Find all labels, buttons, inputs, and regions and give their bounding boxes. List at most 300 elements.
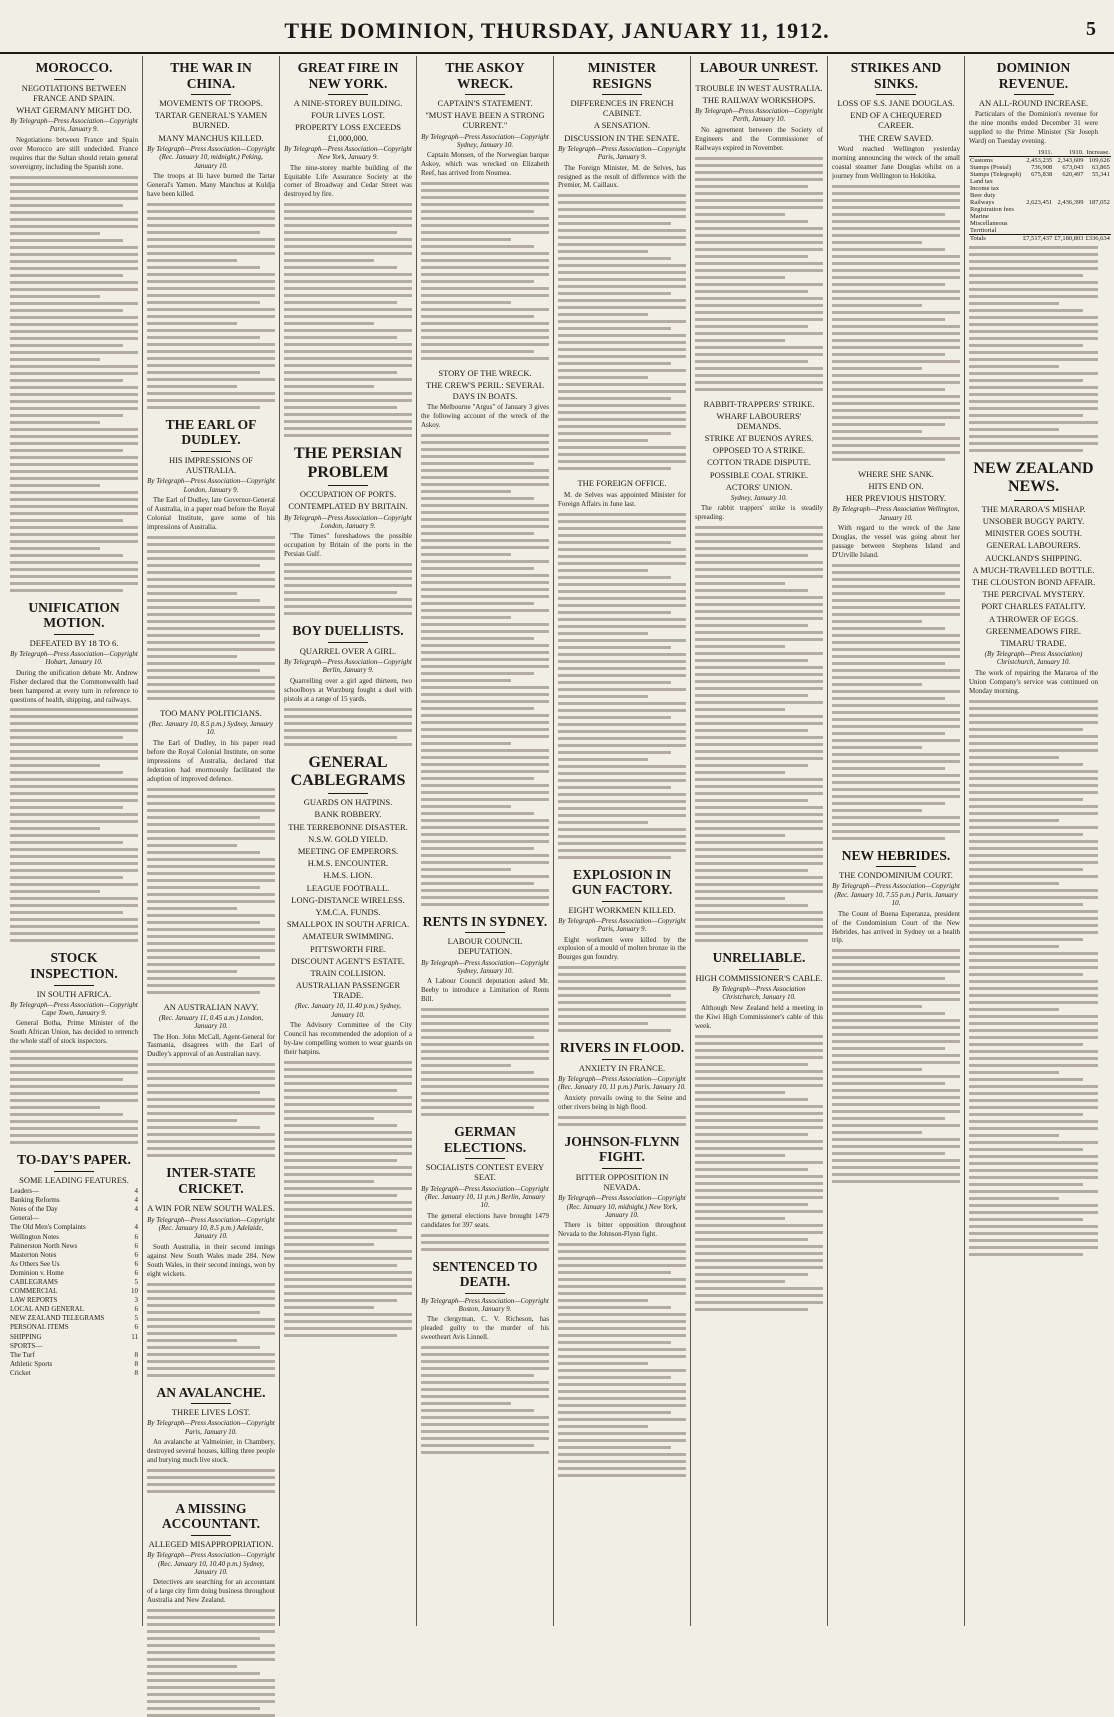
- text-line: [695, 708, 785, 711]
- text-line: [284, 1201, 412, 1204]
- toc-row: [10, 1223, 138, 1232]
- article-body: The Earl of Dudley, late Governor-General of Australia, in a paper read before the Royal Colonial Institute, gave some of his impressions of Australia.: [147, 496, 275, 531]
- text-line: [832, 367, 922, 370]
- article-subhead: OPPOSED TO A STRIKE.: [712, 445, 806, 456]
- toc-page: 5: [134, 1314, 138, 1323]
- headline-rule: [602, 1059, 642, 1060]
- text-line: [421, 1360, 549, 1363]
- article-subhead: TARTAR GENERAL'S YAMEN BURNED.: [154, 110, 268, 131]
- text-line: [421, 1402, 511, 1405]
- text-line: [969, 826, 1098, 829]
- text-line: [695, 1301, 823, 1304]
- text-line: [147, 1325, 275, 1328]
- text-line: [10, 834, 138, 837]
- text-line: [969, 714, 1098, 717]
- article-dateline: By Telegraph—Press Association—Copyright Paris, January 9.: [558, 144, 686, 162]
- text-line: [969, 959, 1098, 962]
- text-line: [695, 526, 823, 529]
- text-line: [558, 467, 671, 470]
- text-line: [558, 1383, 686, 1386]
- text-line: [969, 980, 1098, 983]
- text-line: [832, 655, 960, 658]
- text-line: [558, 744, 686, 747]
- revenue-cell: Miscellaneous: [970, 220, 1008, 228]
- toc-row: [10, 1314, 138, 1323]
- revenue-cell: 675,838: [1031, 171, 1053, 179]
- text-line: [558, 257, 671, 260]
- article-headline: DOMINION REVENUE.: [996, 60, 1071, 91]
- text-line: [284, 1222, 412, 1225]
- article-subhead: AMATEUR SWIMMING.: [302, 931, 394, 942]
- text-line: [558, 716, 671, 719]
- toc-row: [10, 1287, 138, 1296]
- text-line: [832, 192, 960, 195]
- text-line: [10, 358, 100, 361]
- text-line: [147, 1609, 275, 1612]
- revenue-cell: 2,453,235: [1026, 157, 1053, 165]
- text-line: [558, 397, 671, 400]
- text-line: [10, 512, 138, 515]
- text-line: [832, 1159, 960, 1162]
- text-line: [421, 623, 549, 626]
- text-line: [832, 297, 960, 300]
- text-line: [147, 571, 275, 574]
- text-line: [695, 904, 808, 907]
- text-line: [421, 490, 511, 493]
- headline-rule: [876, 866, 916, 867]
- text-line: [147, 536, 275, 539]
- text-line: [421, 1416, 549, 1419]
- toc-page: 11: [131, 1332, 138, 1341]
- text-line: [421, 1451, 549, 1454]
- text-line: [695, 1077, 823, 1080]
- text-line: [969, 1036, 1098, 1039]
- text-line: [284, 1082, 412, 1085]
- text-line: [421, 1036, 534, 1039]
- text-line: [969, 323, 1098, 326]
- revenue-cell: 2,436,399: [1057, 199, 1084, 207]
- text-line: [832, 1005, 922, 1008]
- text-line: [147, 669, 260, 672]
- text-line: [147, 1140, 275, 1143]
- text-line: [969, 1190, 1098, 1193]
- text-line: [558, 411, 686, 414]
- text-line: [421, 203, 549, 206]
- text-line: [147, 1665, 237, 1668]
- text-line: [558, 527, 686, 530]
- text-line: [284, 1068, 412, 1071]
- headline-rule: [328, 793, 368, 794]
- text-line: [695, 1112, 823, 1115]
- text-line: [832, 1068, 922, 1071]
- text-line: [421, 1085, 549, 1088]
- text-line: [969, 400, 1098, 403]
- text-line: [969, 1218, 1083, 1221]
- text-line: [10, 589, 123, 592]
- text-line: [969, 1085, 1098, 1088]
- text-line: [832, 199, 960, 202]
- text-line: [147, 872, 275, 875]
- text-line: [969, 791, 1098, 794]
- text-line: [10, 820, 138, 823]
- text-line: [10, 183, 138, 186]
- text-line: [558, 814, 686, 817]
- article-subhead: END OF A CHEQUERED CAREER.: [850, 110, 942, 131]
- article-subhead: PROPERTY LOSS EXCEEDS £1,000,000.: [295, 122, 401, 143]
- text-line: [10, 757, 138, 760]
- text-line: [558, 250, 648, 253]
- text-line: [147, 371, 260, 374]
- toc-label: PERSONAL ITEMS: [10, 1323, 69, 1332]
- text-line: [421, 532, 534, 535]
- text-line: [10, 393, 138, 396]
- text-line: [558, 1411, 671, 1414]
- text-line: [421, 777, 534, 780]
- text-line: [10, 330, 138, 333]
- text-line: [284, 392, 412, 395]
- text-line: [695, 1266, 823, 1269]
- article-body: The rabbit trappers' strike is steadily spreading.: [695, 504, 823, 522]
- text-line: [969, 1092, 1098, 1095]
- revenue-cell: [1053, 220, 1084, 227]
- article-subhead: HIGH COMMISSIONER'S CABLE.: [695, 972, 823, 983]
- article-headline: THE EARL OF DUDLEY.: [165, 416, 257, 448]
- column-1: [6, 56, 143, 1626]
- text-line: [969, 1043, 1083, 1046]
- text-line: [147, 676, 275, 679]
- text-line: [421, 784, 549, 787]
- text-line: [832, 451, 960, 454]
- revenue-header: 1911.: [1022, 149, 1053, 157]
- text-line: [558, 1348, 686, 1351]
- text-line: [284, 1257, 412, 1260]
- article-subhead: BANK ROBBERY.: [314, 809, 382, 820]
- text-line: [10, 1071, 138, 1074]
- text-line: [421, 630, 549, 633]
- text-line: [147, 1077, 275, 1080]
- text-line: [832, 1033, 960, 1036]
- text-line: [421, 714, 549, 717]
- toc-row: [10, 1360, 138, 1369]
- text-line: [695, 1154, 785, 1157]
- article-subhead: COTTON TRADE DISPUTE.: [707, 457, 811, 468]
- article-subhead: WHAT GERMANY MIGHT DO.: [16, 104, 132, 115]
- article-text-lines: [969, 246, 1098, 452]
- text-line: [147, 886, 260, 889]
- article: [421, 1259, 549, 1455]
- article-text-lines: [695, 526, 823, 942]
- text-line: [421, 819, 549, 822]
- text-line: [695, 1196, 823, 1199]
- text-line: [969, 351, 1098, 354]
- revenue-row: [969, 164, 1111, 171]
- article: [695, 60, 823, 391]
- text-line: [147, 697, 275, 700]
- text-line: [969, 1029, 1098, 1032]
- text-line: [421, 273, 549, 276]
- text-line: [558, 1327, 686, 1330]
- text-line: [969, 1253, 1083, 1256]
- article-body: Although New Zealand held a meeting in the Kiwi High Commissioner's cable of this week.: [695, 1003, 823, 1030]
- revenue-total-cell: £7,180,803: [1054, 235, 1084, 243]
- text-line: [558, 681, 671, 684]
- text-line: [832, 711, 960, 714]
- text-line: [969, 1106, 1098, 1109]
- text-line: [284, 238, 412, 241]
- text-line: [421, 742, 511, 745]
- article-text-lines: [147, 203, 275, 409]
- toc-label: General—: [10, 1214, 40, 1223]
- text-line: [10, 540, 138, 543]
- text-line: [147, 935, 275, 938]
- text-line: [284, 1187, 412, 1190]
- text-line: [284, 1117, 374, 1120]
- text-line: [832, 1061, 960, 1064]
- text-line: [558, 604, 686, 607]
- text-line: [969, 1008, 1059, 1011]
- text-line: [421, 658, 549, 661]
- text-line: [558, 432, 671, 435]
- article-body: Quarrelling over a girl aged thirteen, two schoolboys at Wurzburg fought a duel with pistols at a range of 15 yards.: [284, 676, 412, 703]
- text-line: [695, 547, 823, 550]
- text-line: [969, 763, 1083, 766]
- text-line: [832, 984, 960, 987]
- article-body: The general elections have brought 1479 candidates for 397 seats.: [421, 1211, 549, 1229]
- toc-label: Masterton Notes: [10, 1250, 57, 1259]
- article-subhead: HER PREVIOUS HISTORY.: [845, 492, 947, 503]
- text-line: [695, 1308, 808, 1311]
- text-line: [558, 341, 686, 344]
- text-line: [695, 332, 823, 335]
- text-line: [147, 662, 275, 665]
- text-line: [695, 1035, 823, 1038]
- text-line: [558, 723, 686, 726]
- revenue-row: [969, 157, 1111, 165]
- article-subhead: FOUR LIVES LOST.: [311, 110, 385, 121]
- article-subhead: AUSTRALIAN PASSENGER TRADE.: [295, 980, 401, 1001]
- article-subhead: SOCIALISTS CONTEST EVERY SEAT.: [425, 1162, 545, 1183]
- text-line: [421, 1015, 549, 1018]
- text-line: [558, 1460, 686, 1463]
- text-line: [10, 267, 138, 270]
- text-line: [558, 1334, 686, 1337]
- toc-page: 6: [134, 1323, 138, 1332]
- text-line: [558, 597, 686, 600]
- text-line: [284, 224, 412, 227]
- text-line: [147, 1339, 237, 1342]
- text-line: [284, 736, 397, 739]
- text-line: [695, 806, 823, 809]
- text-line: [284, 203, 412, 206]
- article-text-lines: [558, 1243, 686, 1477]
- text-line: [695, 624, 808, 627]
- text-line: [969, 868, 1083, 871]
- article-text-lines: [421, 434, 549, 906]
- headline-rule: [328, 94, 368, 95]
- revenue-cell: [1053, 192, 1084, 199]
- text-line: [832, 248, 945, 251]
- text-line: [10, 463, 138, 466]
- headline-rule: [602, 1168, 642, 1169]
- text-line: [284, 357, 412, 360]
- text-line: [421, 518, 549, 521]
- toc-row: [10, 1251, 138, 1260]
- text-line: [284, 1075, 412, 1078]
- article-text-lines: [10, 708, 138, 942]
- text-line: [558, 660, 686, 663]
- text-line: [558, 513, 686, 516]
- text-line: [832, 1096, 960, 1099]
- text-line: [558, 1369, 686, 1372]
- text-line: [558, 362, 671, 365]
- text-line: [284, 308, 412, 311]
- text-line: [969, 1162, 1098, 1165]
- text-line: [969, 1204, 1098, 1207]
- text-line: [10, 918, 138, 921]
- text-line: [695, 743, 823, 746]
- text-line: [284, 1194, 397, 1197]
- toc-page: 4: [134, 1196, 138, 1205]
- article-dateline: By Telegraph—Press Association—Copyright London, January 9.: [147, 477, 275, 494]
- text-line: [558, 1306, 671, 1309]
- article-dateline: Sydney, January 10.: [730, 494, 788, 503]
- article-subhead: A NINE-STOREY BUILDING.: [293, 98, 403, 109]
- article-subhead: IN SOUTH AFRICA.: [36, 988, 112, 999]
- text-line: [147, 585, 275, 588]
- text-line: [421, 301, 511, 304]
- text-line: [832, 830, 960, 833]
- text-line: [421, 1430, 549, 1433]
- text-line: [10, 232, 100, 235]
- text-line: [969, 770, 1098, 773]
- text-line: [147, 1112, 275, 1115]
- headline-rule: [876, 94, 916, 95]
- text-line: [969, 1211, 1098, 1214]
- article: [147, 1501, 275, 1717]
- text-line: [558, 611, 671, 614]
- text-line: [10, 344, 123, 347]
- text-line: [147, 823, 275, 826]
- text-line: [10, 526, 138, 529]
- text-line: [558, 625, 686, 628]
- text-line: [832, 409, 960, 412]
- text-line: [10, 386, 138, 389]
- text-line: [695, 262, 823, 265]
- text-line: [695, 792, 823, 795]
- text-line: [558, 849, 686, 852]
- article-body: The troops at Ili have burned the Tartar General's Yamen. Many Manchus at Kuldja have been killed.: [147, 171, 275, 198]
- text-line: [832, 571, 960, 574]
- revenue-cell: Land tax: [970, 178, 993, 186]
- article-dateline: By Telegraph—Press Association Wellington, January 10.: [832, 505, 960, 522]
- text-line: [832, 1124, 960, 1127]
- toc-page: 8: [134, 1368, 138, 1377]
- article-subhead: THE MARAROA'S MISHAP.: [981, 503, 1086, 514]
- revenue-row: [969, 199, 1111, 206]
- text-line: [558, 348, 686, 351]
- text-line: [832, 1180, 960, 1183]
- article: [10, 60, 138, 592]
- text-line: [284, 266, 397, 269]
- article-subhead: LABOUR COUNCIL DEPUTATION.: [447, 936, 523, 957]
- text-line: [421, 441, 549, 444]
- text-line: [695, 736, 823, 739]
- text-line: [969, 861, 1098, 864]
- text-line: [10, 708, 138, 711]
- text-line: [10, 904, 138, 907]
- text-line: [284, 406, 397, 409]
- article-subhead: BITTER OPPOSITION IN NEVADA.: [575, 1171, 669, 1192]
- text-line: [147, 1084, 275, 1087]
- text-line: [421, 1029, 549, 1032]
- text-line: [10, 1099, 138, 1102]
- text-line: [558, 1432, 686, 1435]
- text-line: [10, 897, 138, 900]
- text-line: [832, 1138, 960, 1141]
- toc-label: SPORTS—: [10, 1341, 43, 1350]
- text-line: [421, 868, 511, 871]
- revenue-cell: [1022, 206, 1053, 213]
- text-line: [147, 1297, 275, 1300]
- headline-rule: [191, 94, 231, 95]
- text-line: [558, 1271, 671, 1274]
- text-line: [695, 248, 823, 251]
- revenue-cell: [1053, 178, 1084, 185]
- text-line: [558, 758, 648, 761]
- text-line: [695, 1042, 823, 1045]
- text-line: [695, 1098, 808, 1101]
- text-line: [832, 1117, 945, 1120]
- text-line: [421, 1057, 549, 1060]
- article-body: M. de Selves was appointed Minister for Foreign Affairs in June last.: [558, 490, 686, 508]
- headline-rule: [1014, 500, 1054, 501]
- text-line: [10, 239, 123, 242]
- text-line: [421, 826, 549, 829]
- text-line: [10, 890, 100, 893]
- text-line: [421, 252, 549, 255]
- article-dateline: By Telegraph—Press Association—Copyright Paris, January 10.: [147, 1419, 275, 1436]
- text-line: [421, 560, 549, 563]
- article-text-lines: [695, 1035, 823, 1311]
- text-line: [147, 1374, 275, 1377]
- article-body: With regard to the wreck of the Jane Douglas, the vessel was going about her passage between Stephens Island and D'Urville Island.: [832, 523, 960, 559]
- revenue-row: [969, 213, 1111, 220]
- headline-rule: [328, 485, 368, 486]
- headline-rule: [739, 79, 779, 80]
- text-line: [147, 364, 275, 367]
- text-line: [421, 1113, 549, 1116]
- article-text-lines: [147, 788, 275, 994]
- text-line: [558, 709, 686, 712]
- text-line: [695, 1252, 823, 1255]
- text-line: [10, 281, 138, 284]
- article-dateline: By Telegraph—Press Association—Copyright (Rec. January 10, 7.55 p.m.) Paris, January 10.: [832, 882, 960, 908]
- article-subhead: AN AUSTRALIAN NAVY.: [163, 1001, 259, 1012]
- text-line: [969, 966, 1098, 969]
- toc-list: [10, 1187, 138, 1378]
- text-line: [832, 613, 960, 616]
- text-line: [10, 288, 138, 291]
- article-subhead: H.M.S. LION.: [323, 870, 373, 881]
- text-line: [558, 639, 686, 642]
- text-line: [10, 1092, 138, 1095]
- text-line: [421, 525, 549, 528]
- toc-label: As Others See Us: [10, 1259, 60, 1268]
- article-body: Particulars of the Dominion's revenue for the nine months ended December 31 were supplied to the Prime Minister (Sir Joseph Ward) on Tuesday evening.: [969, 110, 1098, 146]
- text-line: [10, 1064, 138, 1067]
- text-line: [695, 367, 823, 370]
- article-body: The work of repairing the Mararoa of the Union Company's service was continued on Monday morning.: [969, 668, 1098, 695]
